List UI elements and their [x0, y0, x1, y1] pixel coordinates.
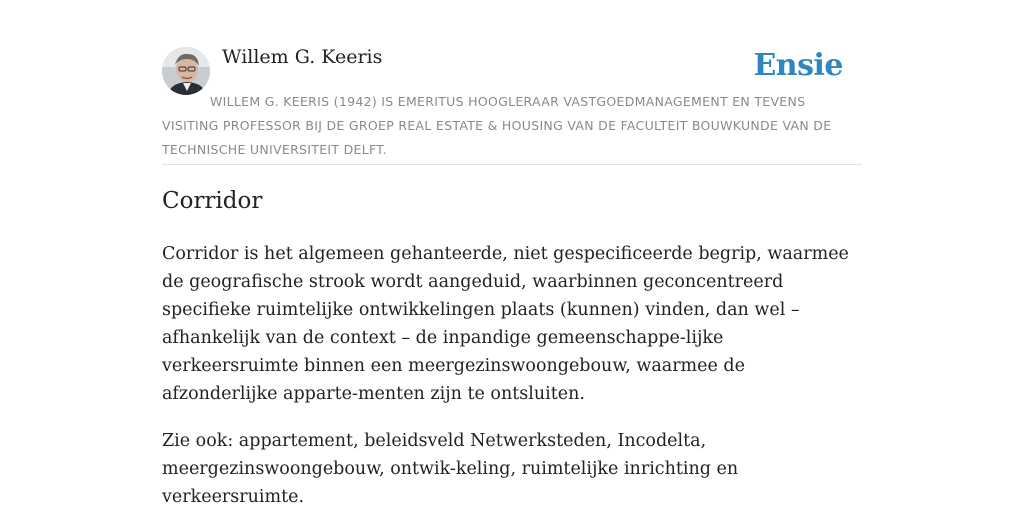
entry-card — [162, 44, 862, 507]
ensie-logo[interactable]: Ensie — [753, 48, 843, 83]
entry-see-also: Zie ook: appartement, beleidsveld Netwerksteden, Incodelta, meergezinswoongebouw, ontwik-keling, ruimtelijke inrichting en verkeersruimte. — [162, 431, 739, 507]
author-name[interactable]: Willem G. Keeris — [222, 46, 383, 68]
entry-definition: Corridor is het algemeen gehanteerde, niet gespecificeerde begrip, waarmee de geografische strook wordt aangeduid, waarbinnen geconcentreerd specifieke ruimtelijke ontwikkelingen plaats (kunnen) vinden, dan wel – afhankelijk van de context – de inpandige gemeenschappe-lijke verkeersruimte binnen een meergezinswoongebouw, waarmee de afzonderlijke apparte-menten zijn te ontsluiten. — [162, 244, 849, 404]
author-avatar[interactable] — [162, 47, 210, 95]
author-header — [162, 44, 862, 165]
author-bio: WILLEM G. KEERIS (1942) IS EMERITUS HOOGLERAAR VASTGOEDMANAGEMENT EN TEVENS VISITING PROFESSOR BIJ DE GROEP REAL ESTATE & HOUSING VAN DE FACULTEIT BOUWKUNDE VAN DE TECHNISCHE UNIVERSITEIT DELFT. — [162, 94, 832, 157]
author-portrait-icon — [162, 47, 210, 95]
entry-title: Corridor — [162, 188, 263, 214]
